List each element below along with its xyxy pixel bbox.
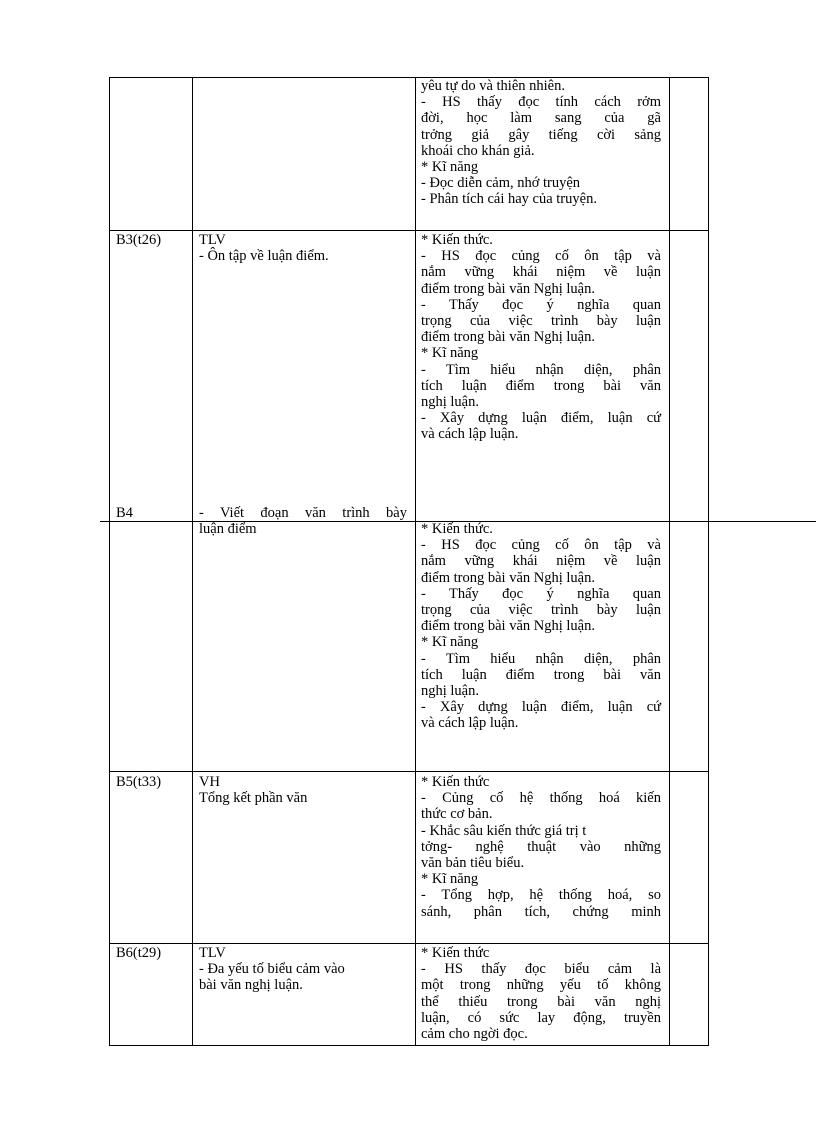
column-divider [415, 77, 416, 1046]
content-line: trởng giả gây tiếng cời sảng [421, 126, 661, 143]
content-line: tích luận điểm trong bài văn [421, 666, 661, 683]
lesson-line: - Ôn tập về luận điểm. [199, 248, 329, 265]
content-line: - Xây dựng luận điểm, luận cứ [421, 699, 661, 716]
lesson-line: bài văn nghị luận. [199, 977, 303, 994]
content-line: yêu tự do và thiên nhiên. [421, 78, 565, 94]
content-line: * Kiến thức. [421, 232, 493, 248]
content-line: - HS đọc củng cố ôn tập và [421, 537, 661, 554]
content-line: * Kiến thức [421, 945, 490, 961]
content-line: thể thiếu trong bài văn nghị [421, 993, 661, 1010]
content-line: một trong những yếu tố không [421, 977, 661, 994]
lesson-line: Tổng kết phần văn [199, 790, 308, 807]
content-line: trọng của việc trình bày luận [421, 602, 661, 619]
row-divider [109, 771, 709, 772]
lesson-code: B3(t26) [116, 232, 162, 248]
content-line: nắm vững khái niệm về luận [421, 553, 661, 570]
content-line: * Kĩ năng [421, 345, 479, 362]
row-divider [109, 943, 709, 944]
content-line: nghị luận. [421, 683, 479, 700]
content-line: * Kiến thức [421, 774, 490, 790]
content-line: - HS thấy đọc biểu cảm là [421, 961, 661, 978]
content-line: * Kĩ năng [421, 159, 479, 176]
lesson-code: B4 [116, 505, 133, 521]
table-border-bottom [109, 1045, 709, 1046]
content-line: - Tổng hợp, hệ thống hoá, so [421, 887, 661, 904]
content-line: sánh, phân tích, chứng minh [421, 903, 661, 920]
content-line: nắm vững khái niệm về luận [421, 264, 661, 281]
content-line: và cách lập luận. [421, 715, 519, 732]
content-line: luận, có sức lay động, truyền [421, 1009, 661, 1026]
content-line: điểm trong bài văn Nghị luận. [421, 569, 595, 586]
lesson-title-cell [199, 232, 411, 264]
content-line: thức cơ bản. [421, 806, 493, 823]
content-line: * Kĩ năng [421, 871, 479, 888]
content-cell [421, 521, 661, 732]
content-line: - Thấy đọc ý nghĩa quan [421, 296, 661, 313]
content-line: khoái cho khán giả. [421, 142, 535, 159]
lesson-line: VH [199, 774, 220, 790]
content-line: trọng của việc trình bày luận [421, 313, 661, 330]
content-line: - HS thấy đọc tính cách rởm [421, 94, 661, 111]
lesson-title-cell [199, 505, 407, 537]
content-line: nghị luận. [421, 394, 479, 411]
lesson-title-cell [199, 774, 411, 806]
column-divider [669, 77, 670, 1046]
content-line: điểm trong bài văn Nghị luận. [421, 618, 595, 635]
content-cell [421, 232, 661, 443]
lesson-line: - Viết đoạn văn trình bày [199, 505, 407, 521]
content-line: và cách lập luận. [421, 426, 519, 443]
content-line: - Phân tích cái hay của truyện. [421, 191, 597, 208]
lesson-code: B5(t33) [116, 774, 162, 790]
content-line: tởng- nghệ thuật vào những [421, 838, 661, 855]
row-divider [109, 230, 709, 231]
content-line: - Xây dựng luận điểm, luận cứ [421, 410, 661, 427]
table-border-right [708, 77, 709, 1046]
content-line: tích luận điểm trong bài văn [421, 377, 661, 394]
content-line: - Tìm hiểu nhận diện, phân [421, 650, 661, 667]
content-line: * Kiến thức. [421, 521, 493, 537]
content-line: cảm cho ngời đọc. [421, 1026, 528, 1043]
lesson-line: TLV [199, 945, 226, 961]
lesson-line: - Đa yếu tố biểu cảm vào [199, 961, 345, 978]
content-line: - HS đọc củng cố ôn tập và [421, 248, 661, 265]
content-cell [421, 78, 661, 208]
content-line: - Khắc sâu kiến thức giá trị t [421, 822, 587, 839]
table-border-left [109, 77, 110, 1046]
lesson-code: B6(t29) [116, 945, 162, 961]
content-line: * Kĩ năng [421, 634, 479, 651]
content-line: điểm trong bài văn Nghị luận. [421, 280, 595, 297]
content-line: văn bản tiêu biểu. [421, 855, 525, 872]
column-divider [192, 77, 193, 1046]
content-line: điểm trong bài văn Nghị luận. [421, 329, 595, 346]
content-cell [421, 774, 661, 920]
content-line: - Đọc diễn cảm, nhớ truyện [421, 175, 581, 192]
content-line: - Củng cố hệ thống hoá kiến [421, 790, 661, 807]
content-cell [421, 945, 661, 1042]
lesson-title-cell [199, 945, 411, 994]
lesson-line: luận điểm [199, 521, 257, 538]
content-line: - Tìm hiểu nhận diện, phân [421, 361, 661, 378]
content-line: đời, học làm sang của gã [421, 110, 661, 127]
content-line: - Thấy đọc ý nghĩa quan [421, 585, 661, 602]
lesson-line: TLV [199, 232, 226, 248]
